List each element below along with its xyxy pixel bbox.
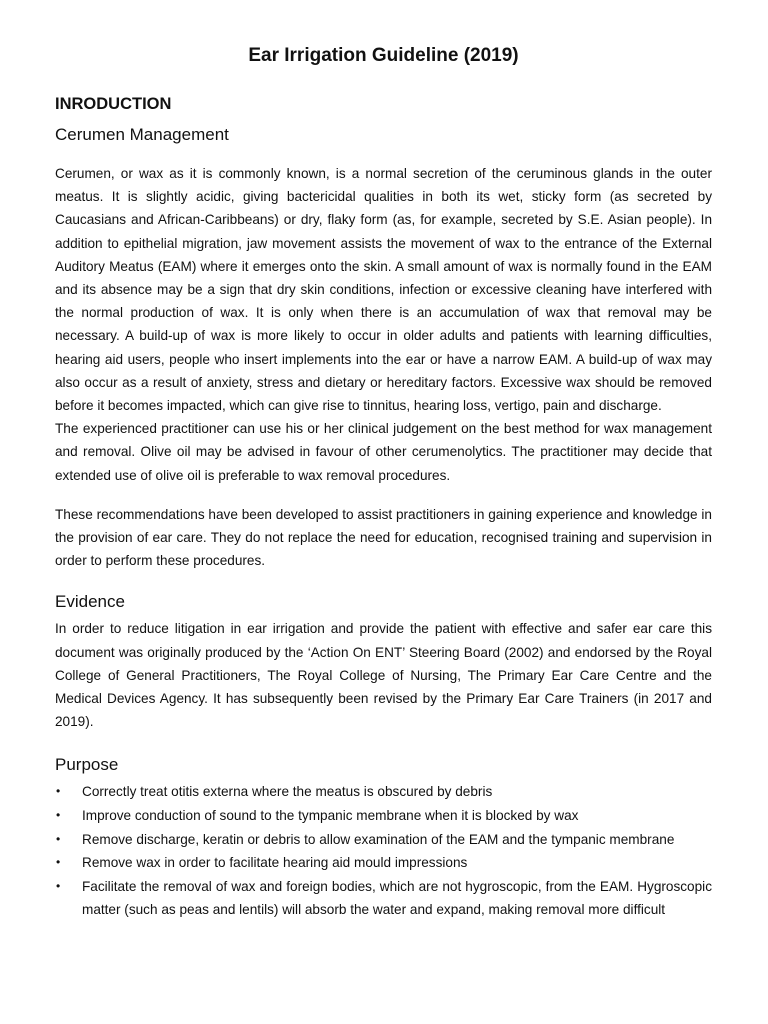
evidence-section bbox=[55, 591, 712, 733]
recommendations-paragraph: These recommendations have been developed to assist practitioners in gaining experience and knowledge in the provision of ear care. They do not replace the need for education, recognised training and supervision in order to perform these procedures. bbox=[55, 506, 712, 569]
list-item bbox=[55, 875, 712, 922]
document-title: Ear Irrigation Guideline (2019) bbox=[248, 45, 519, 66]
list-item bbox=[55, 804, 712, 828]
introduction-heading: INRODUCTION bbox=[55, 95, 172, 113]
list-item-text: Remove wax in order to facilitate hearing aid mould impressions bbox=[82, 855, 468, 871]
bullet-icon: • bbox=[56, 878, 61, 893]
list-item bbox=[55, 780, 712, 804]
list-item bbox=[55, 851, 712, 875]
purpose-list bbox=[55, 780, 712, 922]
list-item-text: Facilitate the removal of wax and foreign bodies, which are not hygroscopic, from the EAM. Hygroscopic matter (such as peas and lentils) will absorb the water and expand, making removal more difficult bbox=[82, 878, 712, 918]
evidence-paragraph: In order to reduce litigation in ear irrigation and provide the patient with effective and safer ear care this document was originally produced by the ‘Action On ENT’ Steering Board (2002) and endorsed by the Royal College of General Practitioners, The Royal College of Nursing, The Primary Ear Care Centre and the Medical Devices Agency. It has subsequently been revised by the Primary Ear Care Trainers (in 2017 and 2019). bbox=[55, 621, 712, 730]
bullet-icon: • bbox=[56, 855, 61, 870]
list-item-text: Correctly treat otitis externa where the meatus is obscured by debris bbox=[82, 784, 493, 800]
cerumen-management-section bbox=[55, 124, 712, 572]
practitioner-judgement-paragraph: The experienced practitioner can use his or her clinical judgement on the best method for wax management and removal. Olive oil may be advised in favour of other cerumenolytics. The practitioner may decide that extended use of olive oil is preferable to wax removal procedures. bbox=[55, 421, 712, 483]
purpose-section bbox=[55, 754, 712, 922]
purpose-heading: Purpose bbox=[55, 755, 119, 775]
cerumen-paragraph: Cerumen, or wax as it is commonly known, is a normal secretion of the ceruminous glands in the outer meatus. It is slightly acidic, giving bactericidal qualities in both its wet, sticky form (as secreted by Caucasians and African-Caribbeans) or dry, flaky form (as, for example, secreted by S.E. Asian people). In addition to epithelial migration, jaw movement assists the movement of wax to the entrance of the External Auditory Meatus (EAM) where it emerges onto the skin. A small amount of wax is normally found in the EAM and its absence may be a sign that dry skin conditions, infection or excessive cleaning have interfered with the normal production of wax. It is only when there is an accumulation of wax that removal may be necessary. A build-up of wax is more likely to occur in older adults and patients with learning difficulties, hearing aid users, people who insert implements into the ear or have a narrow EAM. A build-up of wax may also occur as a result of anxiety, stress and dietary or hereditary factors. Excessive wax should be removed before it becomes impacted, which can give rise to tinnitus, hearing loss, vertigo, pain and discharge. bbox=[55, 166, 712, 414]
list-item bbox=[55, 828, 712, 852]
cerumen-management-heading: Cerumen Management bbox=[55, 125, 229, 144]
bullet-icon: • bbox=[56, 831, 61, 846]
bullet-icon: • bbox=[56, 784, 61, 799]
evidence-heading: Evidence bbox=[55, 592, 125, 612]
list-item-text: Remove discharge, keratin or debris to allow examination of the EAM and the tympanic membrane bbox=[82, 831, 675, 847]
bullet-icon: • bbox=[56, 808, 61, 823]
list-item-text: Improve conduction of sound to the tympanic membrane when it is blocked by wax bbox=[82, 808, 579, 824]
